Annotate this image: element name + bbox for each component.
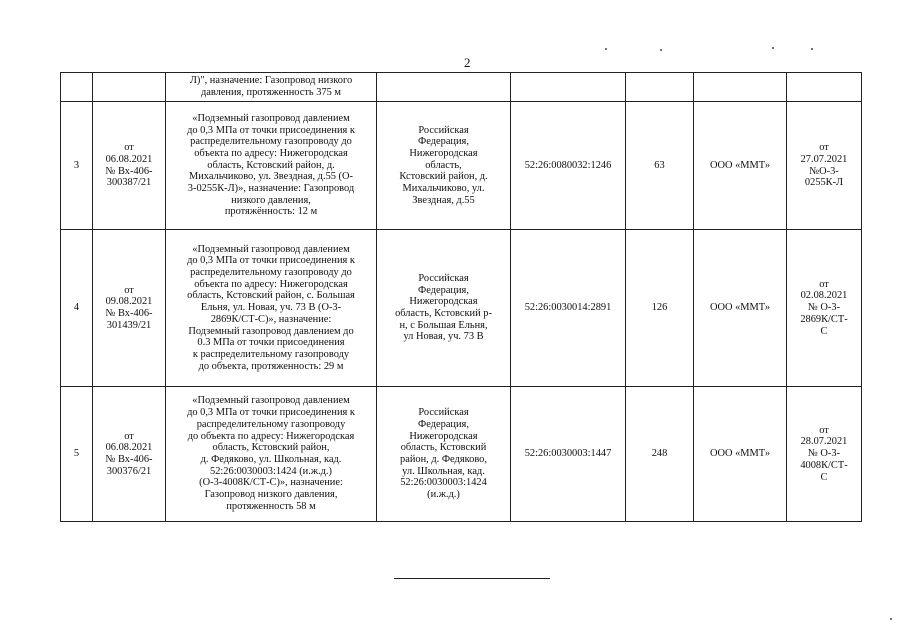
cell-owner [694, 73, 787, 102]
cell-owner: ООО «ММТ» [694, 387, 787, 522]
table-row [61, 102, 862, 230]
cell-number: 3 [61, 102, 93, 230]
cell-area: 126 [626, 230, 694, 387]
cell-area: 63 [626, 102, 694, 230]
cell-location: Российская Федерация, Нижегородская область, Кстовский район, д. Федяково, ул. Школьная, кад. 52:26:0030003:1424 (и.ж.д.) [377, 387, 511, 522]
cell-cadastral: 52:26:0030003:1447 [511, 387, 626, 522]
cell-location [377, 73, 511, 102]
cell-number [61, 73, 93, 102]
scan-speck [811, 48, 813, 50]
footer-separator-line [394, 578, 550, 579]
scan-speck [890, 618, 892, 620]
table-row [61, 230, 862, 387]
cell-number: 4 [61, 230, 93, 387]
scan-speck [772, 47, 774, 49]
cell-area: 248 [626, 387, 694, 522]
cell-cadastral: 52:26:0080032:1246 [511, 102, 626, 230]
table-row-continuation [61, 73, 862, 102]
cell-conditions: от 02.08.2021 № О-3- 2869К/СТ- С [787, 230, 862, 387]
scan-speck [605, 48, 607, 50]
cell-request: от 06.08.2021 № Вх-406- 300387/21 [93, 102, 166, 230]
cell-conditions: от 27.07.2021 №О-3- 0255К-Л [787, 102, 862, 230]
cell-conditions [787, 73, 862, 102]
cell-description: «Подземный газопровод давлением до 0,3 МПа от точки присоединения к распределительному газопроводу до объекта по адресу: Нижегородская область, Кстовский район, д. Михальчиково, ул. Звездная, д.55 (О- 3-0255К-Л)», назначение: Газопровод низкого давления, протяжённость: 12 м [166, 102, 377, 230]
cell-location: Российская Федерация, Нижегородская область, Кстовский р- н, с Большая Ельня, ул Новая, уч. 73 В [377, 230, 511, 387]
cell-request [93, 73, 166, 102]
scan-speck [660, 49, 662, 51]
cell-cadastral [511, 73, 626, 102]
registry-table [60, 72, 862, 522]
cell-description: «Подземный газопровод давлением до 0,3 МПа от точки присоединения к распределительному газопроводу до объекта по адресу: Нижегородская область, Кстовский район, с. Большая Ельня, ул. Новая, уч. 73 В (О-3- 2869К/СТ-С)», назначение: Подземный газопровод давлением до 0.3 МПа от точки присоединения к распределительному газопроводу до объекта, протяженность: 29 м [166, 230, 377, 387]
page-number: 2 [464, 55, 471, 70]
cell-owner: ООО «ММТ» [694, 102, 787, 230]
cell-owner: ООО «ММТ» [694, 230, 787, 387]
cell-number: 5 [61, 387, 93, 522]
cell-cadastral: 52:26:0030014:2891 [511, 230, 626, 387]
cell-request: от 06.08.2021 № Вх-406- 300376/21 [93, 387, 166, 522]
cell-description: «Подземный газопровод давлением до 0,3 МПа от точки присоединения к распределительному газопроводу до объекта по адресу: Нижегородская область, Кстовский район, д. Федяково, ул. Школьная, кад. 52:26:0030003:1424 (и.ж.д.) (О-3-4008К/СТ-С)», назначение: Газопровод низкого давления, протяженность 58 м [166, 387, 377, 522]
cell-area [626, 73, 694, 102]
cell-request: от 09.08.2021 № Вх-406- 301439/21 [93, 230, 166, 387]
cell-description: Л)", назначение: Газопровод низкого давления, протяженность 375 м [166, 73, 377, 102]
table-row [61, 387, 862, 522]
cell-location: Российская Федерация, Нижегородская область, Кстовский район, д. Михальчиково, ул. Звездная, д.55 [377, 102, 511, 230]
cell-conditions: от 28.07.2021 № О-3- 4008К/СТ- С [787, 387, 862, 522]
